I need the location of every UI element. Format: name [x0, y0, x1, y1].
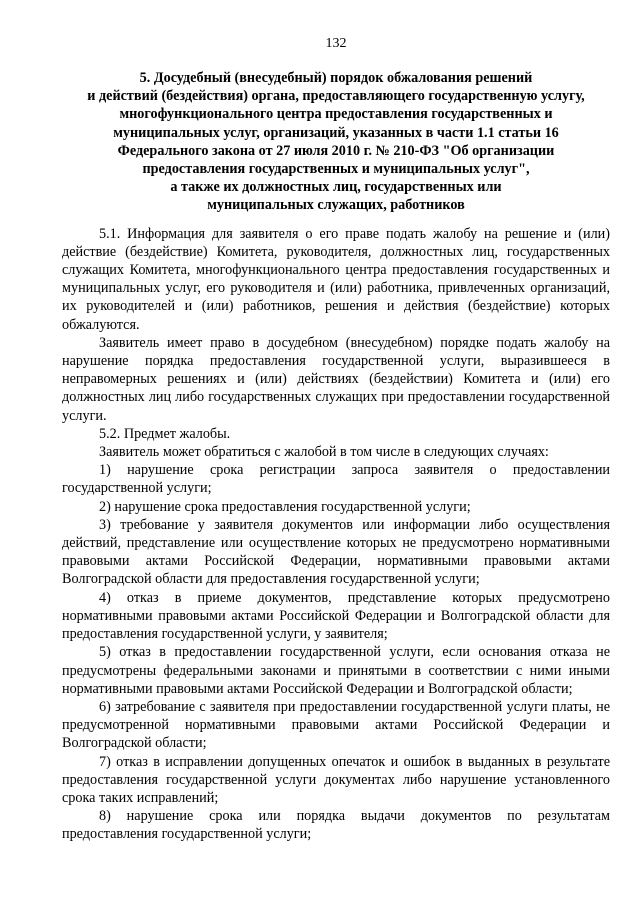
list-item-7: 7) отказ в исправлении допущенных опечаток и ошибок в выданных в результате предоставления государственной услуги документах либо нарушение установленного срока таких исправлений;: [62, 753, 610, 806]
section-title-line: муниципальных служащих, работников: [207, 197, 465, 214]
section-title-line: и действий (бездействия) органа, предоставляющего государственную услугу,: [87, 88, 585, 105]
list-item-3: 3) требование у заявителя документов или информации либо осуществления действий, представление или осуществление которых не предусмотрено нормативными правовыми актами Российской Федерации, нормативными правовыми актами Волгоградской области для предоставления государственной услуги;: [62, 516, 610, 588]
section-title-line: предоставления государственных и муниципальных услуг",: [142, 161, 530, 178]
list-item-1: 1) нарушение срока регистрации запроса заявителя о предоставлении государственной услуги;: [62, 462, 610, 497]
section-title: [62, 69, 610, 215]
section-title-line: муниципальных услуг, организаций, указанных в части 1.1 статьи 16: [113, 124, 559, 141]
section-title-line: 5. Досудебный (внесудебный) порядок обжалования решений: [139, 70, 533, 86]
list-item-2: 2) нарушение срока предоставления государственной услуги;: [99, 498, 471, 515]
paragraph-cases-intro: Заявитель может обратиться с жалобой в том числе в следующих случаях:: [99, 444, 549, 461]
paragraph-5-2-heading: 5.2. Предмет жалобы.: [99, 425, 231, 442]
document-page: [62, 36, 610, 844]
section-title-line: многофункционального центра предоставления государственных и: [119, 106, 553, 123]
paragraph-right-to-complain: Заявитель имеет право в досудебном (внесудебном) порядке подать жалобу на нарушение порядка предоставления государственной услуги, выразившееся в неправомерных решениях и (или) действиях (бездействии) Комитета и (или) его должностных лиц либо государственных служащих при предоставлении государственной услуги.: [62, 334, 610, 424]
list-item-6: 6) затребование с заявителя при предоставлении государственной услуги платы, не предусмотренной нормативными правовыми актами Российской Федерации и Волгоградской области;: [62, 698, 610, 752]
page-number: 132: [325, 36, 347, 51]
list-item-5: 5) отказ в предоставлении государственной услуги, если основания отказа не предусмотрены федеральными законами и принятыми в соответствии с ними иными нормативными правовыми актами Российской Федерации и Волгоградской области;: [62, 644, 610, 697]
list-item-4: 4) отказ в приеме документов, представление которых предусмотрено нормативными правовыми актами Российской Федерации и Волгоградской области для предоставления государственной услуги, у заявителя;: [62, 589, 610, 643]
section-title-line: а также их должностных лиц, государственных или: [170, 179, 502, 196]
paragraph-5-1-info: 5.1. Информация для заявителя о его праве подать жалобу на решение и (или) действие (бездействие) Комитета, руководителя, должностных лиц, государственных служащих Комитета, многофункционального центра предоставления государственных и муниципальных услуг, его руководителя и (или) работника, привлеченных организаций, их руководителей и (или) работников, решения и действия (бездействие) которых обжалуются.: [62, 225, 610, 333]
list-item-8: 8) нарушение срока или порядка выдачи документов по результатам предоставления государственной услуги;: [62, 808, 610, 843]
section-title-line: Федерального закона от 27 июля 2010 г. № 210-ФЗ "Об организации: [117, 142, 555, 159]
body-text: [62, 225, 610, 844]
